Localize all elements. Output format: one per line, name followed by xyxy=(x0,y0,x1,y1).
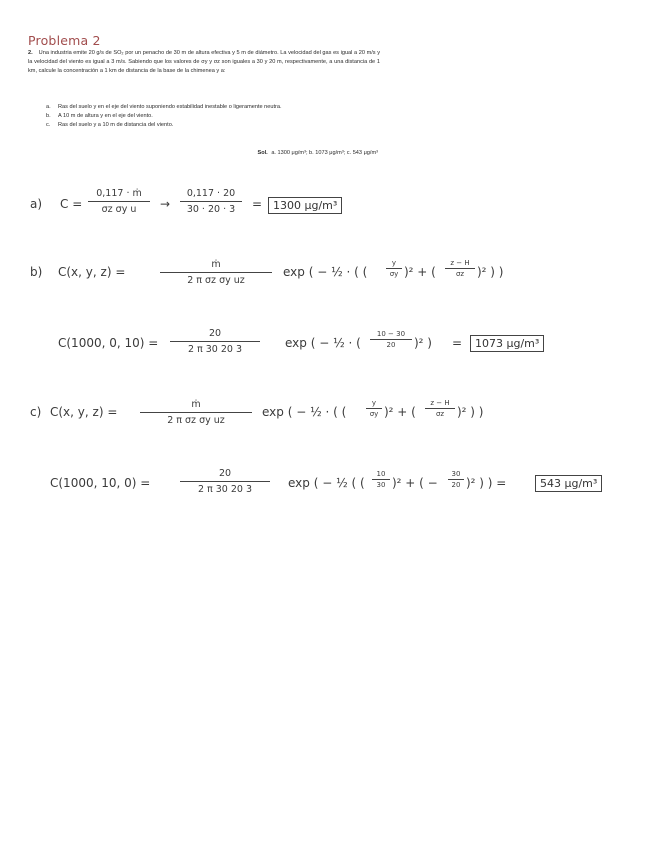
part-b-term1: y σy xyxy=(386,259,402,278)
part-b-label: b) xyxy=(30,265,43,279)
list-item: b. A 10 m de altura y en el eje del viento. xyxy=(46,112,153,119)
part-a-result: 1300 μg/m³ xyxy=(268,197,342,214)
part-c-numeric-mid: )² + ( − xyxy=(392,476,438,490)
part-b-term2: z − H σz xyxy=(445,259,475,278)
part-b-lhs: C(x, y, z) = xyxy=(58,265,126,279)
list-item: a. Ras del suelo y en el eje del viento suponiendo estabilidad inestable o ligeramente neutra. xyxy=(46,104,282,110)
part-b-numeric-equals: = xyxy=(452,336,463,350)
part-c-numeric-exp-open: exp ( − ½ ( ( xyxy=(288,476,365,490)
part-c-result: 543 μg/m³ xyxy=(535,475,602,492)
part-b-result: 1073 μg/m³ xyxy=(470,335,544,352)
part-c-numeric-exp-close: )² ) ) = xyxy=(466,476,507,490)
part-a-fraction-formula: $\frac{\text{0,117 · ṁ}}{\text{σz σy u}}$ xyxy=(88,188,150,215)
part-c-numeric-lhs: C(1000, 10, 0) = xyxy=(50,476,151,490)
part-b-fraction: $\frac{\text{ṁ}}{\text{2 π σz σy uz}}$ xyxy=(160,259,272,286)
problem-number: 2. xyxy=(28,50,33,56)
problem-statement xyxy=(28,49,380,75)
part-b-numeric-exp-open: exp ( − ½ · ( xyxy=(285,336,361,350)
part-c-exp-open: exp ( − ½ · ( ( xyxy=(262,405,347,419)
part-a-fraction-values: $\frac{0,117 \cdot 20}{30 \cdot 20 \cdot 3}$ xyxy=(180,188,242,215)
part-c-mid: )² + ( xyxy=(384,405,416,419)
part-c-numeric-term2: 30 20 xyxy=(448,470,464,489)
solution-text: a. 1300 μg/m³; b. 1073 μg/m³; c. 543 μg/m³ xyxy=(271,150,378,156)
part-c-term2: z − H σz xyxy=(425,399,455,418)
part-c-numeric-fraction: $\frac{20}{2 \pi 30 20 3}$ xyxy=(180,468,270,495)
part-a-equals: = xyxy=(252,197,263,211)
part-a-arrow: → xyxy=(160,197,171,211)
part-c-fraction: $\frac{\text{ṁ}}{\text{2 π σz σy uz}}$ xyxy=(140,399,252,426)
part-a-label: a) xyxy=(30,197,43,211)
part-b-exp-open: exp ( − ½ · ( ( xyxy=(283,265,368,279)
problem-text: Una industria emite 20 g/s de SO₂ por un penacho de 30 m de altura efectiva y 5 m de diámetro. La velocidad del gas es igual a 20 m/s y la velocidad del viento es igual a 3 m/s. Sabiendo que los valores de σy y σz son iguales a 30 y 20 m, respectivamente, a una distancia de 1 km, calcule la concentración a 1 km de distancia de la base de la chimenea y a: xyxy=(28,50,380,74)
part-b-numeric-lhs: C(1000, 0, 10) = xyxy=(58,336,159,350)
part-b-exp-close: )² ) ) xyxy=(477,265,504,279)
part-b-numeric-fraction: $\frac{20}{2 \pi 30 20 3}$ xyxy=(170,328,260,355)
part-a-lhs: C = xyxy=(60,197,83,211)
part-c-numeric-term1: 10 30 xyxy=(372,470,390,489)
problem-title: Problema 2 xyxy=(28,33,101,48)
solution-line xyxy=(196,150,378,156)
problem-items xyxy=(46,103,386,129)
part-b-numeric-exp-close: )² ) xyxy=(414,336,432,350)
solution-label: Sol. xyxy=(257,150,268,156)
part-c-exp-close: )² ) ) xyxy=(457,405,484,419)
part-c-label: c) xyxy=(30,405,42,419)
part-c-term1: y σy xyxy=(366,399,382,418)
part-b-mid: )² + ( xyxy=(404,265,436,279)
list-item: c. Ras del suelo y a 10 m de distancia del viento. xyxy=(46,121,174,128)
part-c-lhs: C(x, y, z) = xyxy=(50,405,118,419)
part-b-numeric-term: 10 − 30 20 xyxy=(370,330,412,349)
